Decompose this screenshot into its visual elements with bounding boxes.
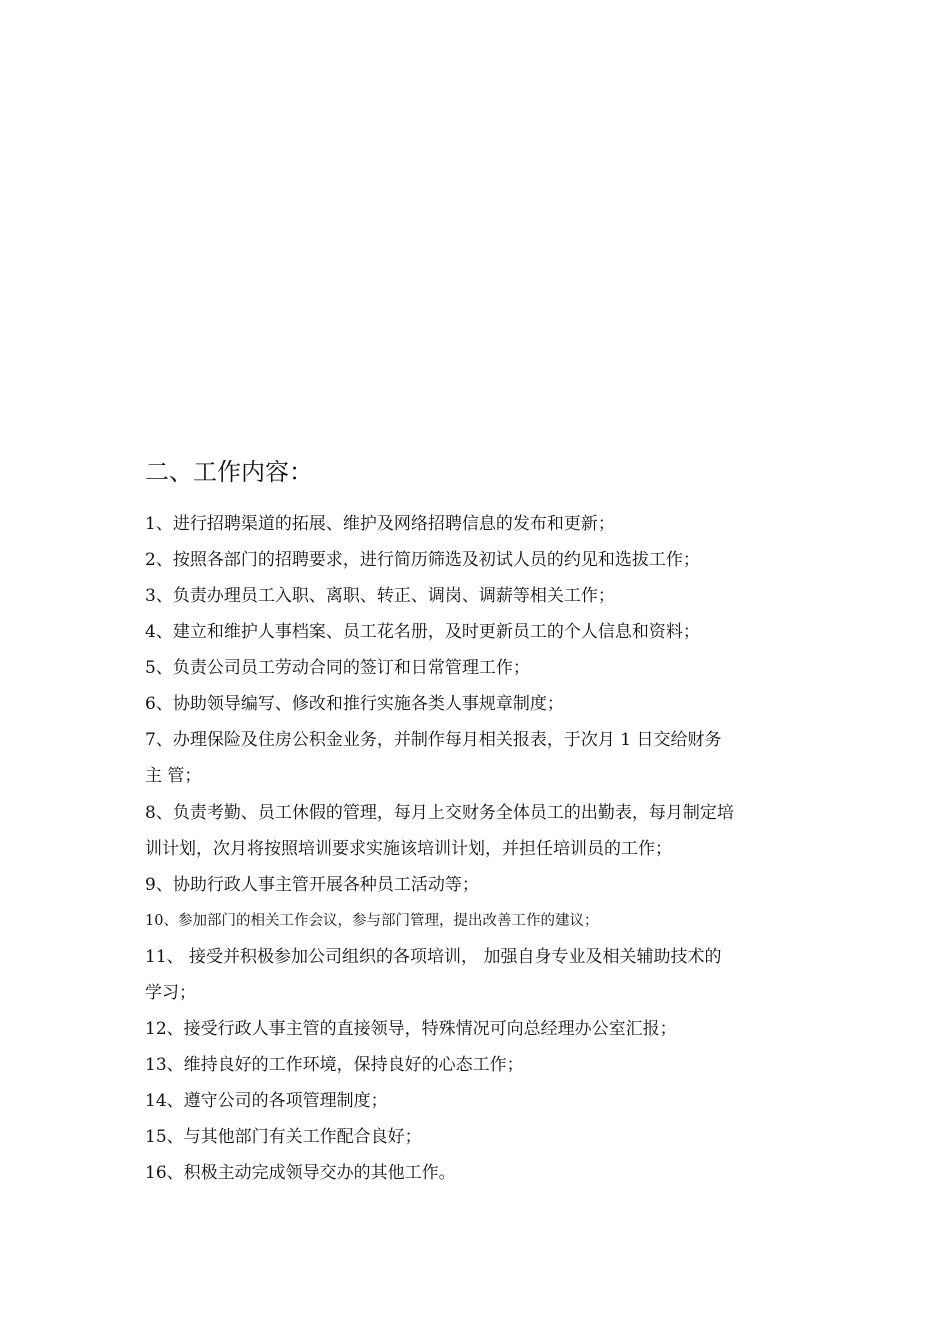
duty-line-12: 12、接受行政人事主管的直接领导，特殊情况可向总经理办公室汇报； — [145, 1019, 677, 1039]
duty-line-10: 10、参加部门的相关工作会议，参与部门管理，提出改善工作的建议； — [145, 913, 599, 929]
section-heading: 二、工作内容： — [145, 458, 313, 486]
duty-line-15: 15、与其他部门有关工作配合良好； — [145, 1127, 422, 1147]
duty-line-9: 9、协助行政人事主管开展各种员工活动等； — [145, 875, 479, 895]
duty-line-7: 7、办理保险及住房公积金业务，并制作每月相关报表，于次月 1 日交给财务 — [145, 730, 722, 750]
duty-line-11: 11、 接受并积极参加公司组织的各项培训， 加强自身专业及相关辅助技术的 — [145, 947, 722, 967]
duty-line-4: 4、建立和维护人事档案、员工花名册，及时更新员工的个人信息和资料； — [145, 622, 700, 642]
duty-line-6: 6、协助领导编写、修改和推行实施各类人事规章制度； — [145, 694, 564, 714]
duty-line-7-continued: 主 管； — [145, 766, 202, 786]
duty-line-2: 2、按照各部门的招聘要求，进行简历筛选及初试人员的约见和选拔工作； — [145, 550, 700, 570]
duty-line-13: 13、维持良好的工作环境，保持良好的心态工作； — [145, 1055, 524, 1075]
duty-line-3: 3、负责办理员工入职、离职、转正、调岗、调薪等相关工作； — [145, 586, 615, 606]
duty-line-16: 16、积极主动完成领导交办的其他工作。 — [145, 1163, 456, 1183]
duty-line-8-continued: 训计划，次月将按照培训要求实施该培训计划，并担任培训员的工作； — [145, 839, 672, 859]
duty-line-8: 8、负责考勤、员工休假的管理，每月上交财务全体员工的出勤表，每月制定培 — [145, 803, 734, 823]
duty-line-1: 1、进行招聘渠道的拓展、维护及网络招聘信息的发布和更新； — [145, 514, 615, 534]
duty-line-5: 5、负责公司员工劳动合同的签订和日常管理工作； — [145, 658, 530, 678]
duty-line-14: 14、遵守公司的各项管理制度； — [145, 1091, 388, 1111]
duty-line-11-continued: 学习； — [145, 983, 196, 1003]
